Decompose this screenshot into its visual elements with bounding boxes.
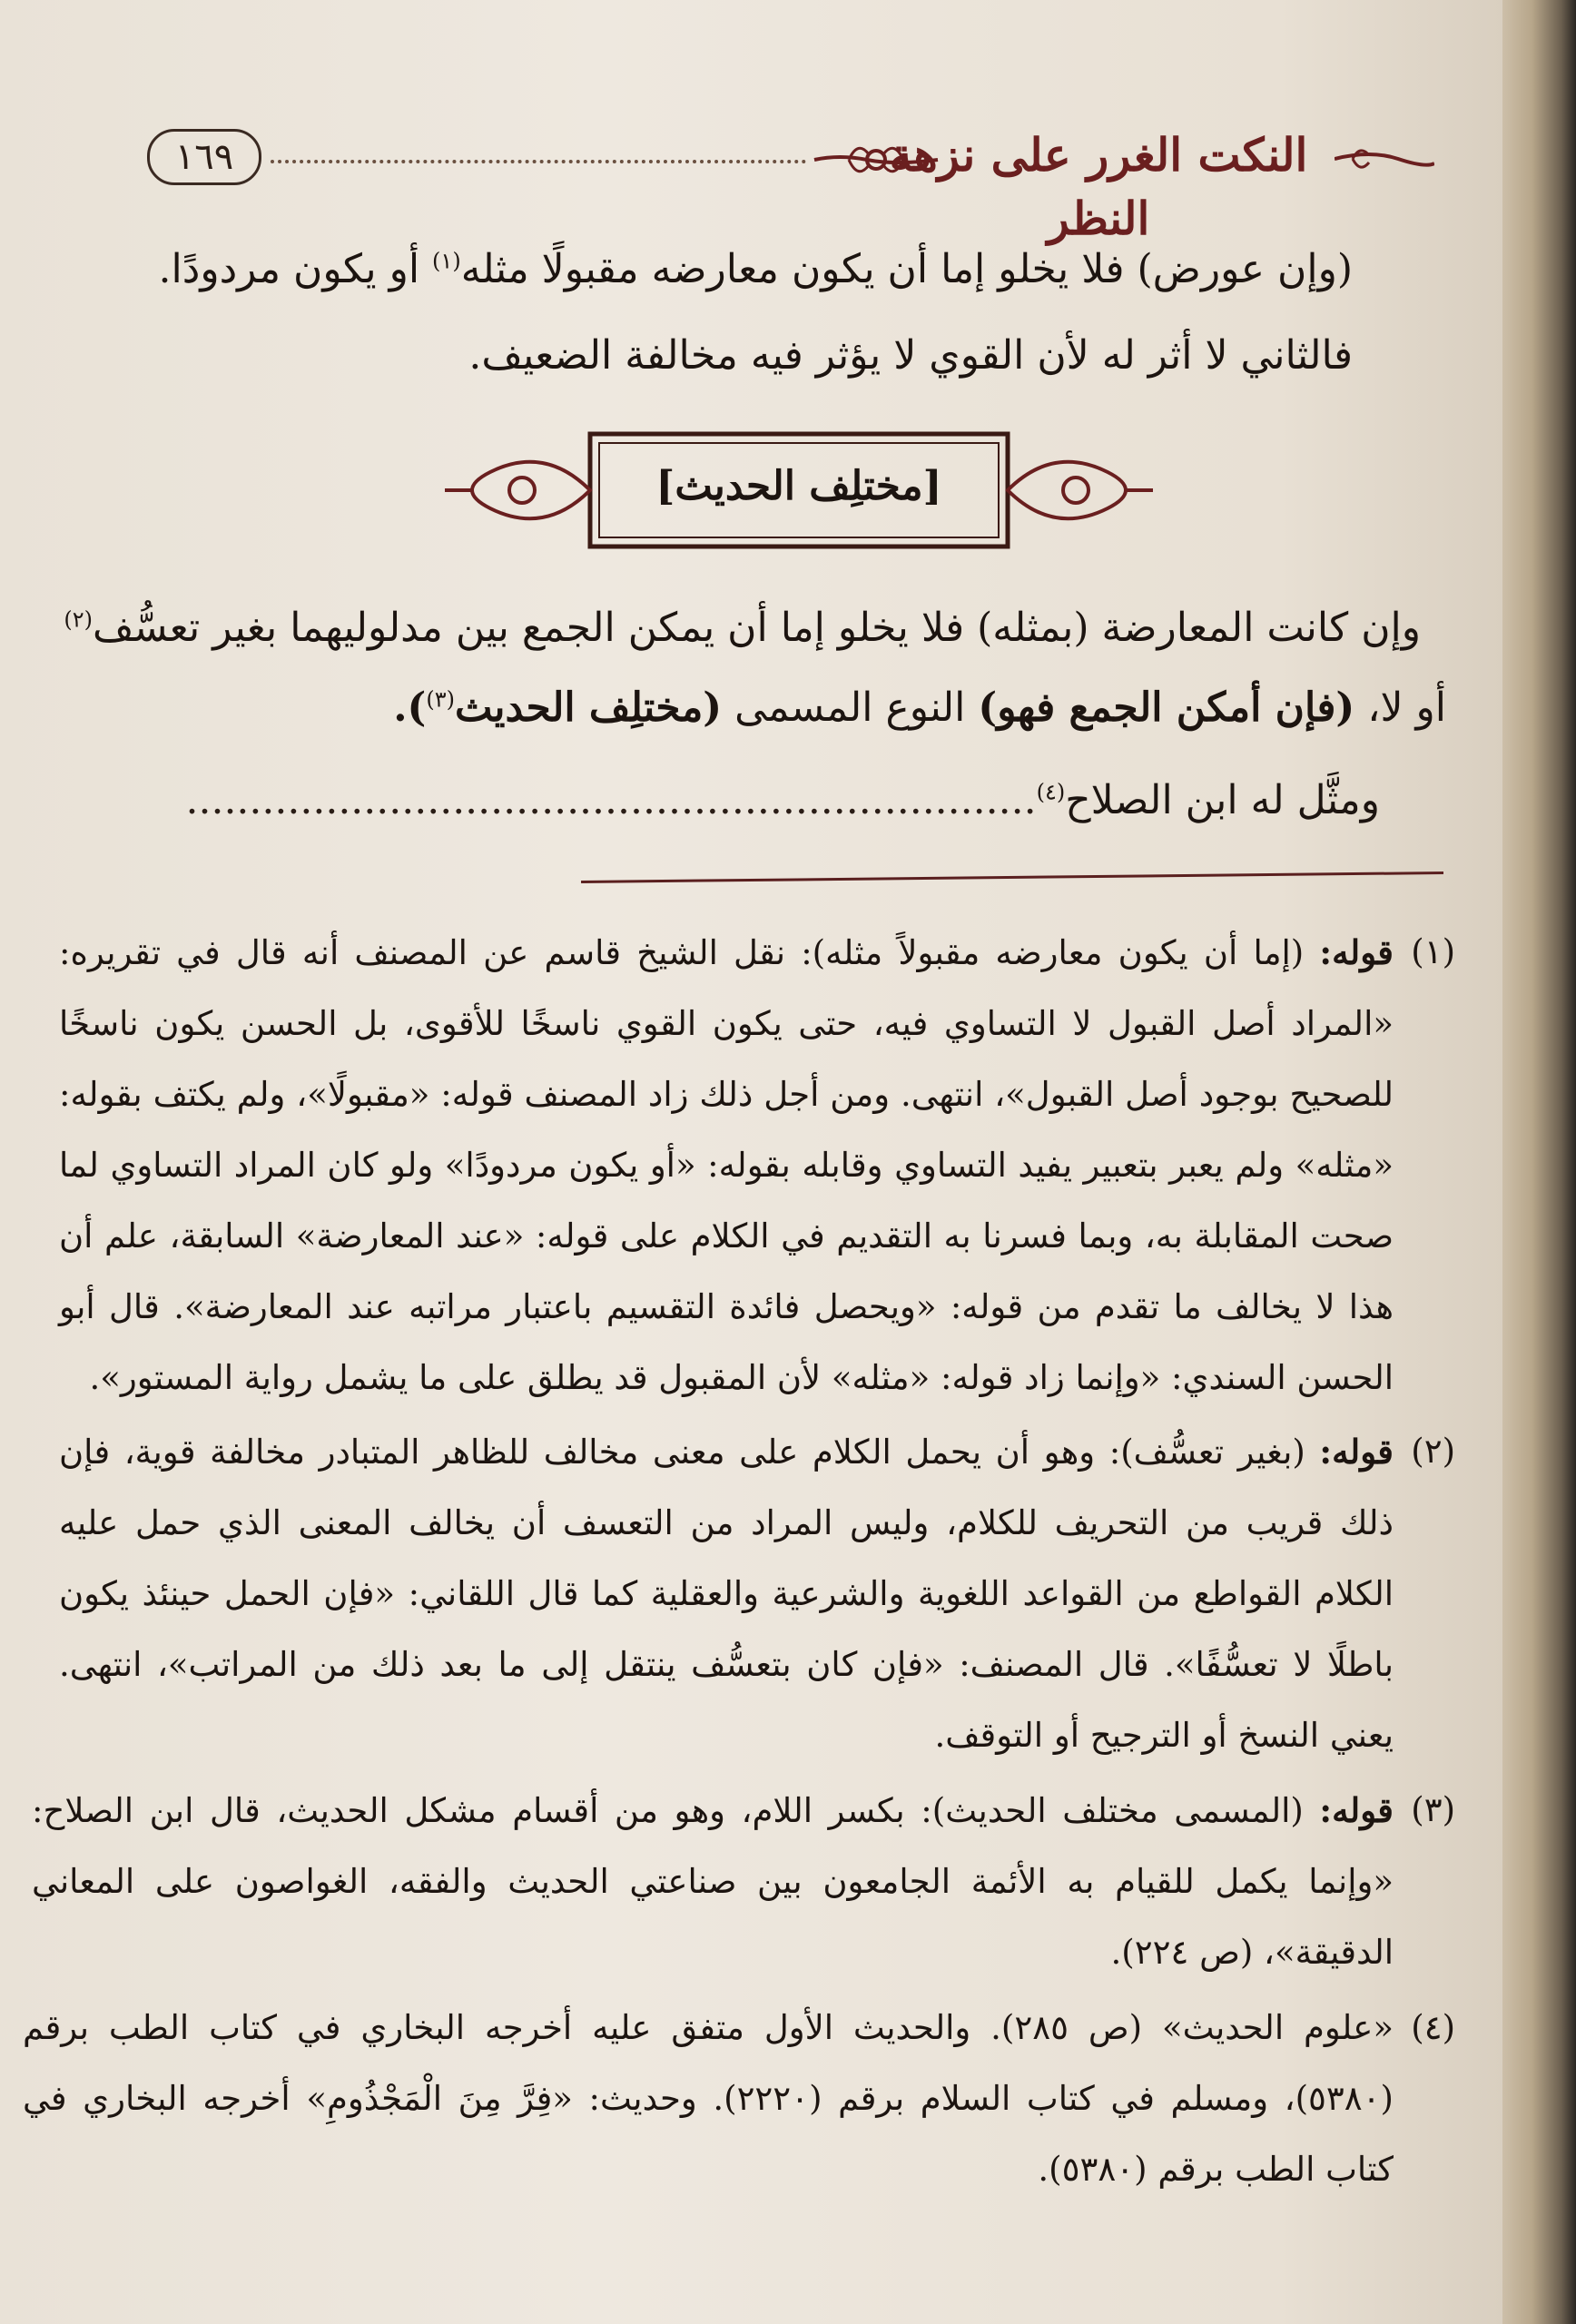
footnote-1: قوله: (إما أن يكون معارضه مقبولاً مثله): نقل الشيخ قاسم عن المصنف أنه قال في تقريره: «المراد أصل القبول لا التساوي فيه، حتى يكون القوي ناسخًا للأقوى، بل الحسن يكون ناسخًا للصحيح بوجود أصل القبول»، انتهى. ومن أجل ذلك زاد المصنف قوله: «مقبولًا»، ولم يكتف بقوله: «مثله» ولم يعبر بتعبير يفيد التساوي وقابله بقوله: «أو يكون مردودًا» ولو كان المراد التساوي لما صحت المقابلة به، وبما فسرنا به التقديم في الكلام على قوله: «عند المعارضة» السابقة، علم أن هذا لا يخالف ما تقدم من قوله: «ويحصل فائدة التقسيم باعتبار مراتبه عند المعارضة». قال أبو الحسن السندي: «وإنما زاد قوله: «مثله» لأن المقبول قد يطلق على ما يشمل رواية المستور». [59,932,1394,1397]
page-number: ١٦٩ [147,129,261,185]
section-title: [مختلِف الحديث] [655,463,942,509]
header-flourish-icon [1335,136,1434,182]
footnote-number-4: (٤) [1411,2008,1455,2047]
book-spine-edge [1502,0,1576,2324]
running-header [136,118,1434,245]
footnote-3: قوله: (المسمى مختلف الحديث): بكسر اللام، وهو من أقسام مشكل الحديث، قال ابن الصلاح: «وإنما يكمل للقيام به الأئمة الجامعون بين صناعتي الحديث والفقه، الغواصون على المعاني الدقيقة»، (ص ٢٢٤). [32,1790,1394,1972]
footnote-number-3: (٣) [1411,1790,1455,1829]
footnote-ref-2[interactable]: (٢) [64,606,93,633]
footnote-4: «علوم الحديث» (ص ٢٨٥). والحديث الأول متفق عليه أخرجه البخاري في كتاب الطب برقم (٥٣٨٠)، ومسلم في كتاب السلام برقم (٢٢٢٠). وحديث: «فِرَّ مِنَ الْمَجْذُومِ» أخرجه البخاري في كتاب الطب برقم (٥٣٨٠). [23,2008,1394,2189]
main-text-line-4: أو لا، (فإن أمكن الجمع فهو) النوع المسمى (مختلِف الحديث$^{(٣)}$). [393,684,1446,731]
footnote-number-2: (٢) [1411,1432,1455,1471]
footnote-ref-4[interactable]: (٤) [1036,779,1066,805]
book-title: النكت الغرر على نزهة النظر [889,128,1308,245]
footnote-2: قوله: (بغير تعسُّف): وهو أن يحمل الكلام على معنى مخالف للظاهر المتبادر مخالفة قوية، فإن ذلك قريب من التحريف للكلام، وليس المراد من التعسف أن يخالف المعنى الذي حمل عليه الكلام القواطع من القواعد اللغوية والشرعية والعقلية كما قال اللقاني: «فإن الحمل حينئذ يكون باطلًا لا تعسُّفًا». قال المصنف: «فإن كان بتعسُّف ينتقل إلى ما بعد ذلك من المراتب»، انتهى. يعني النسخ أو الترجيح أو التوقف. [59,1432,1394,1755]
main-text-line-2: فالثاني لا أثر له لأن القوي لا يؤثر فيه مخالفة الضعيف. [468,332,1353,379]
header-dotted-leader [271,160,806,163]
footnote-ref-3[interactable]: (٣) [426,686,455,713]
footnote-ref-1[interactable]: (١) [432,248,461,274]
dotted-leader: ................................................................... [185,777,1037,823]
footnote-separator [581,872,1443,883]
main-text-line-3: وإن كانت المعارضة (بمثله) فلا يخلو إما أن يمكن الجمع بين مدلوليهما بغير تعسُّف$^{(٢)}$ [64,605,1421,651]
main-text-line-5: ومثَّل له ابن الصلاح$^{(٤)}$................................................................... [185,777,1380,823]
main-text-line-1: (وإن عورض) فلا يخلو إما أن يكون معارضه مقبولًا مثله$^{(١)}$ أو يكون مردودًا. [158,246,1353,292]
footnote-number-1: (١) [1411,932,1455,971]
